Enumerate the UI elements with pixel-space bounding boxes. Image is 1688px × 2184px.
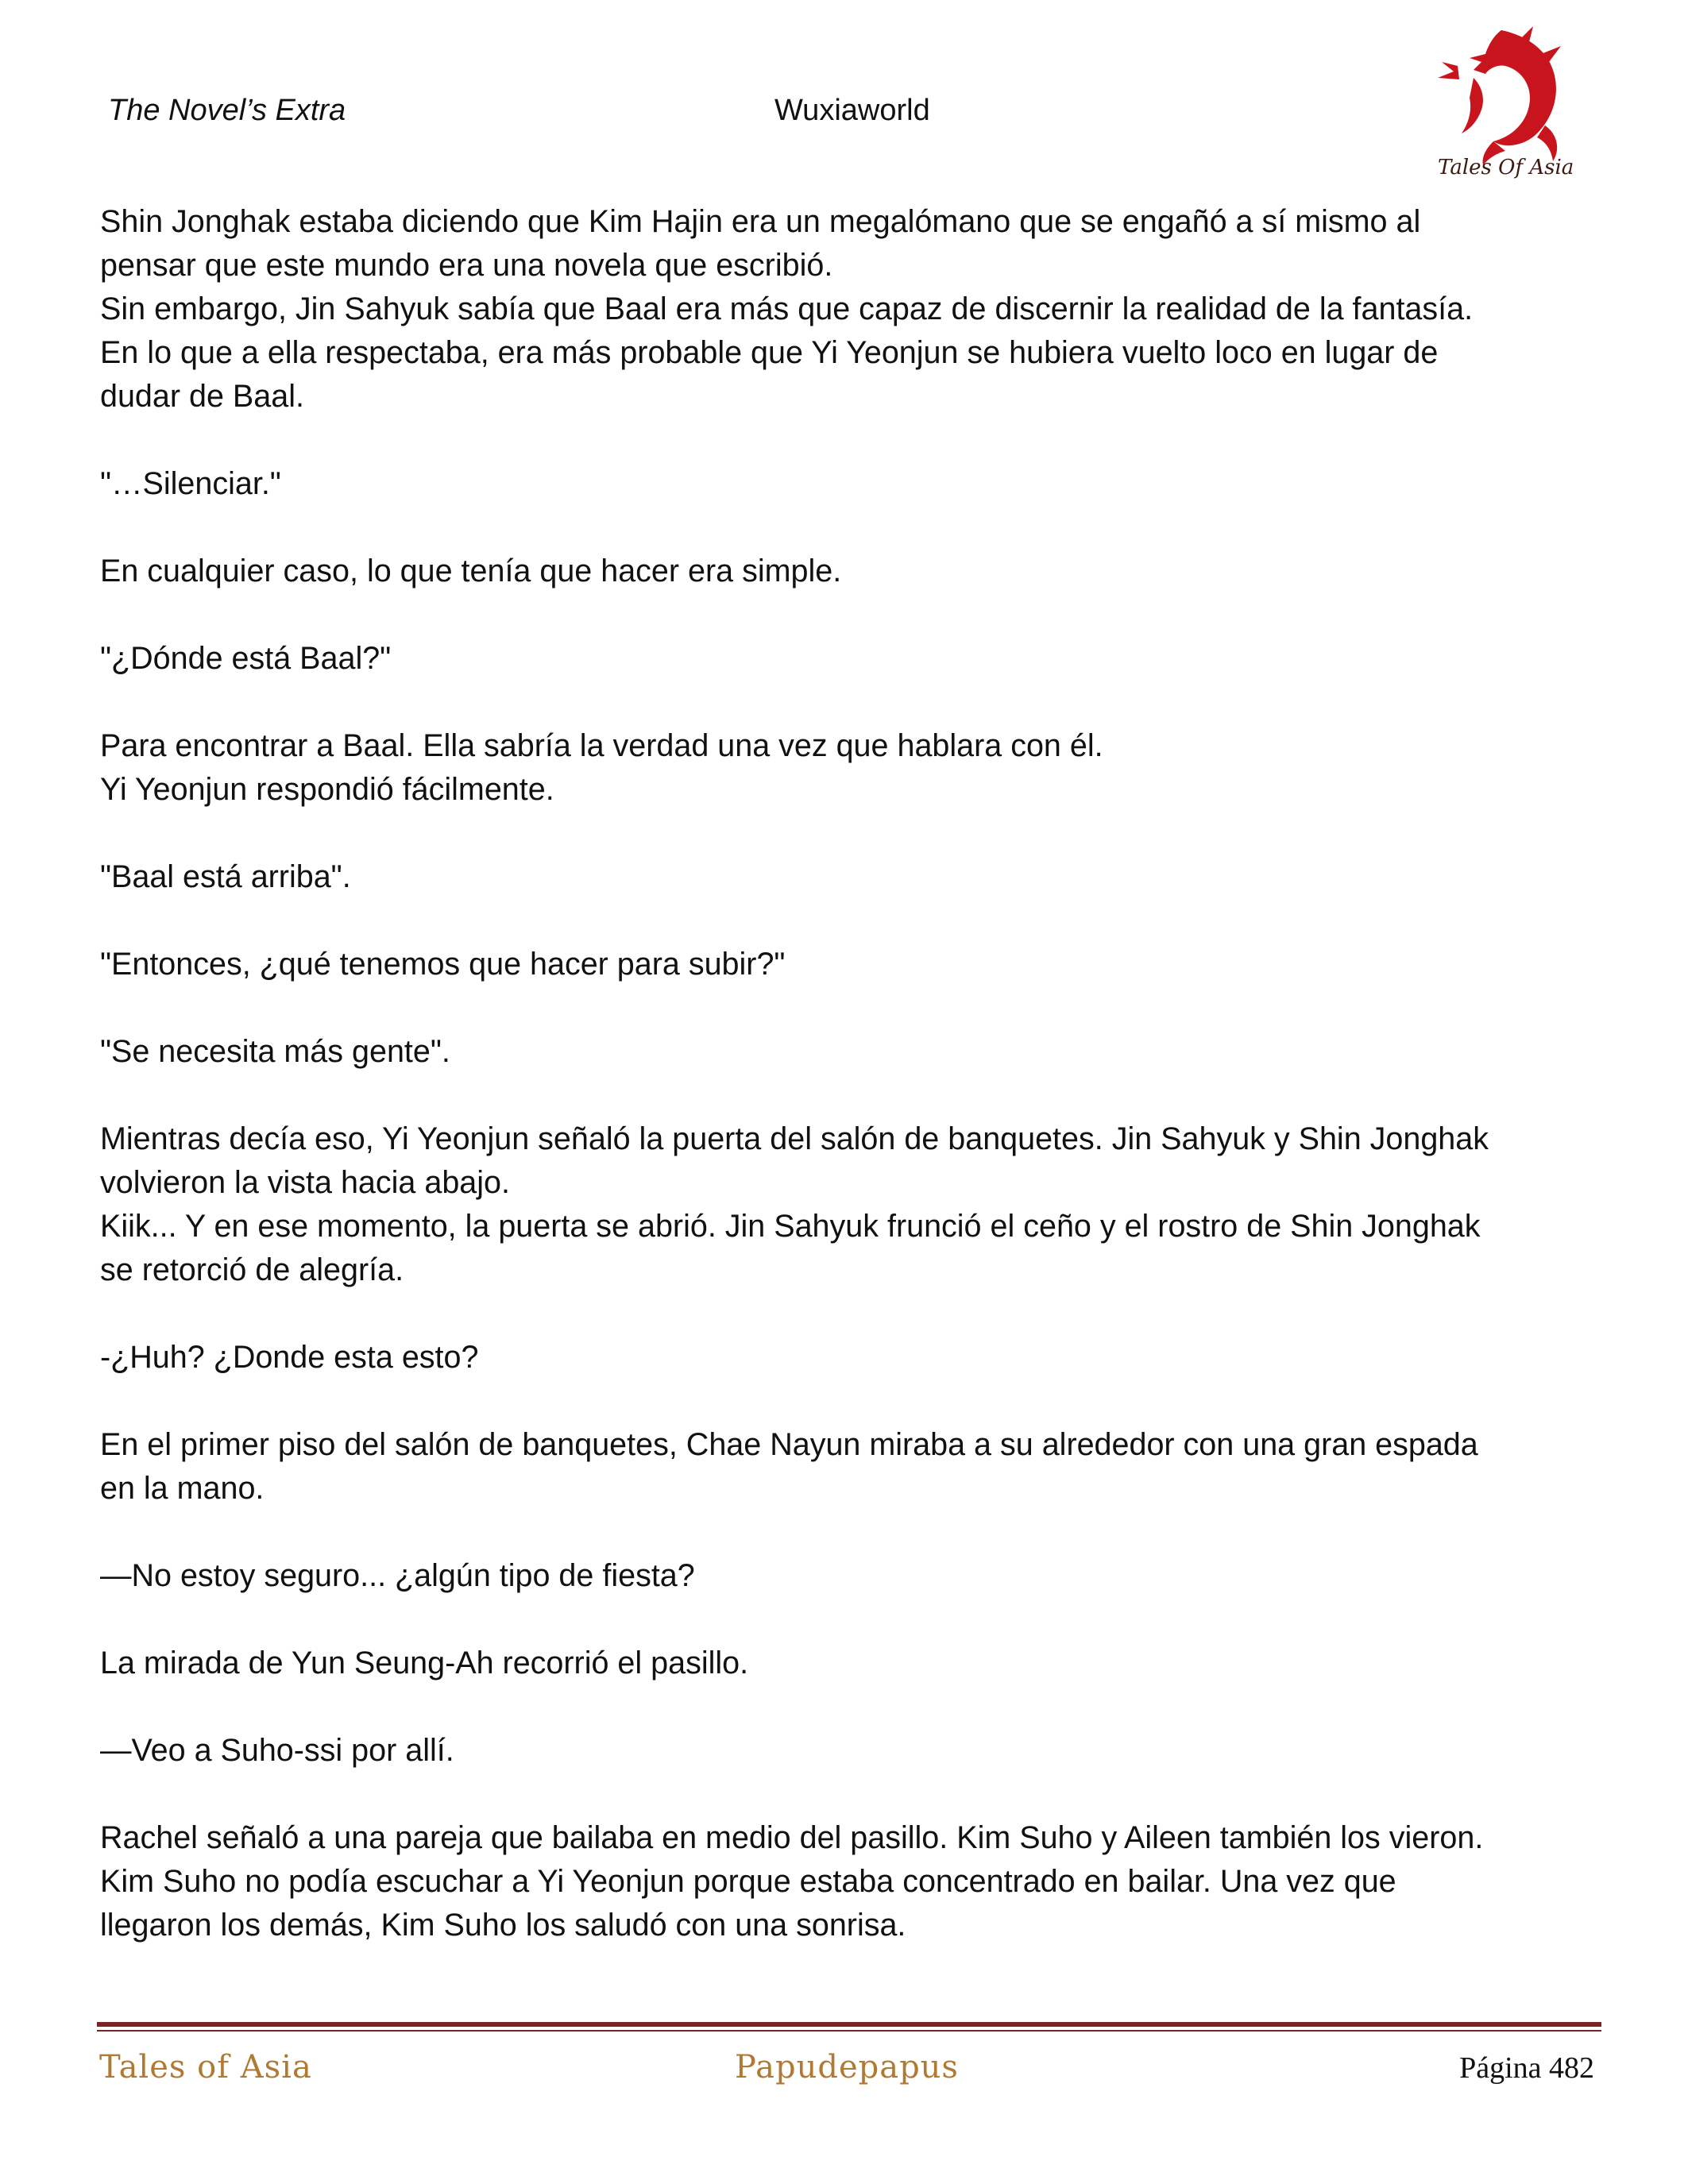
paragraph-line: llegaron los demás, Kim Suho los saludó con una sonrisa. bbox=[100, 1908, 906, 1943]
header-site-name: Wuxiaworld bbox=[774, 94, 930, 127]
footer-rule-thin bbox=[97, 2030, 1601, 2032]
paragraph-line: "…Silenciar." bbox=[100, 466, 281, 501]
paragraph-line: Yi Yeonjun respondió fácilmente. bbox=[100, 772, 554, 807]
paragraph-line: Kiik... Y en ese momento, la puerta se abrió. Jin Sahyuk frunció el ceño y el rostro de Shin Jonghak bbox=[100, 1209, 1481, 1244]
footer-rule-thick bbox=[97, 2022, 1601, 2027]
paragraph-line: En el primer piso del salón de banquetes, Chae Nayun miraba a su alrededor con una gran espada bbox=[100, 1427, 1478, 1462]
paragraph-line: —Veo a Suho-ssi por allí. bbox=[100, 1733, 454, 1768]
paragraph-line: En cualquier caso, lo que tenía que hacer era simple. bbox=[100, 554, 842, 588]
paragraph-line: dudar de Baal. bbox=[100, 379, 304, 414]
paragraph-line: en la mano. bbox=[100, 1471, 265, 1506]
header-novel-title: The Novel’s Extra bbox=[108, 94, 346, 127]
paragraph-line: volvieron la vista hacia abajo. bbox=[100, 1165, 510, 1200]
paragraph-line: "Entonces, ¿qué tenemos que hacer para subir?" bbox=[100, 947, 786, 982]
footer-translator: Papudepapus bbox=[735, 2049, 959, 2086]
paragraph-line: Para encontrar a Baal. Ella sabría la verdad una vez que hablara con él. bbox=[100, 728, 1103, 763]
paragraph-line: Kim Suho no podía escuchar a Yi Yeonjun porque estaba concentrado en bailar. Una vez que bbox=[100, 1864, 1396, 1899]
paragraph-line: -¿Huh? ¿Donde esta esto? bbox=[100, 1340, 479, 1375]
chapter-body bbox=[100, 200, 1593, 1947]
paragraph-line: Shin Jonghak estaba diciendo que Kim Hajin era un megalómano que se engañó a sí mismo al bbox=[100, 204, 1421, 239]
logo-caption: Tales Of Asia bbox=[1438, 156, 1574, 179]
paragraph-line: Sin embargo, Jin Sahyuk sabía que Baal era más que capaz de discernir la realidad de la fantasía. bbox=[100, 291, 1474, 326]
paragraph-line: Rachel señaló a una pareja que bailaba en medio del pasillo. Kim Suho y Aileen también los vieron. bbox=[100, 1820, 1484, 1855]
paragraph-line: —No estoy seguro... ¿algún tipo de fiesta? bbox=[100, 1558, 695, 1593]
paragraph-line: La mirada de Yun Seung-Ah recorrió el pasillo. bbox=[100, 1646, 749, 1680]
paragraph-line: "Baal está arriba". bbox=[100, 859, 351, 894]
page-number: Página 482 bbox=[1459, 2051, 1594, 2085]
paragraph-line: pensar que este mundo era una novela que escribió. bbox=[100, 248, 833, 283]
footer-publisher: Tales of Asia bbox=[99, 2049, 312, 2086]
paragraph-line: En lo que a ella respectaba, era más probable que Yi Yeonjun se hubiera vuelto loco en lugar de bbox=[100, 335, 1439, 370]
paragraph-line: Mientras decía eso, Yi Yeonjun señaló la puerta del salón de banquetes. Jin Sahyuk y Shin Jonghak bbox=[100, 1121, 1489, 1156]
paragraph-line: "¿Dónde está Baal?" bbox=[100, 641, 392, 676]
paragraph-line: se retorció de alegría. bbox=[100, 1252, 404, 1287]
paragraph-line: "Se necesita más gente". bbox=[100, 1034, 450, 1069]
